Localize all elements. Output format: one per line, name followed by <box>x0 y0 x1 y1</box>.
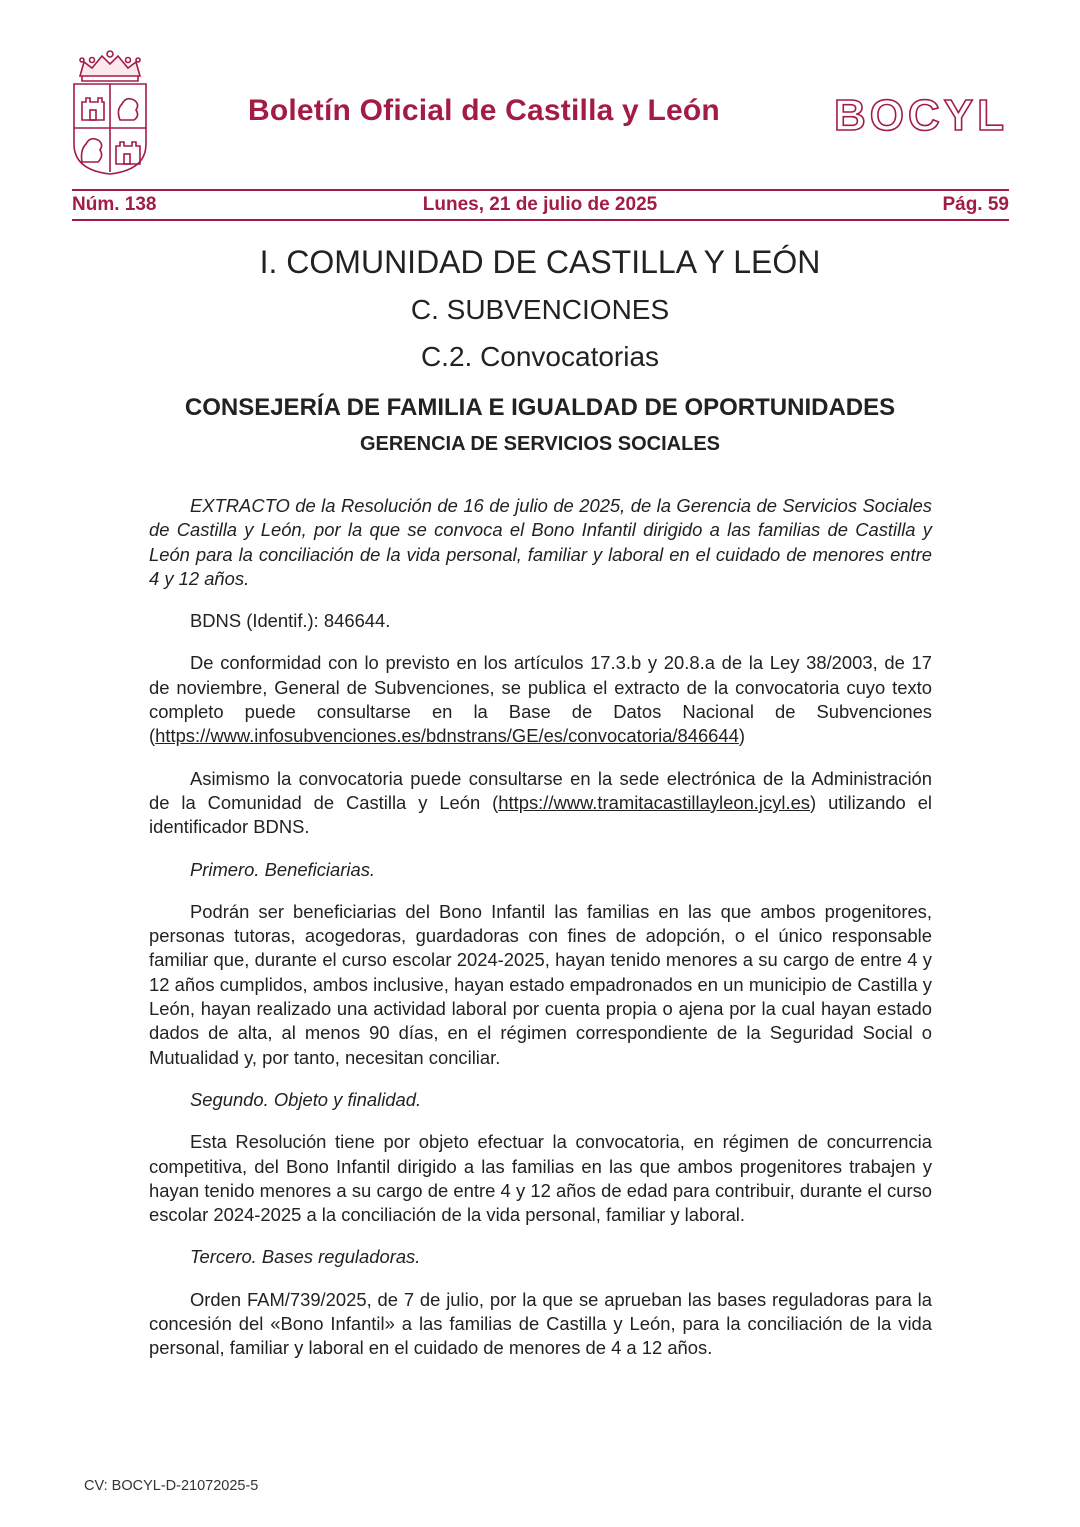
heading-segundo: Segundo. Objeto y finalidad. <box>190 1088 422 1110</box>
paragraph-text: ) utilizando el identificador BDNS. <box>149 791 933 838</box>
bdns-link[interactable]: https://www.infosubvenciones.es/bdnstrans/GE/es/convocatoria/846644 <box>155 725 739 747</box>
heading-primero: Primero. Beneficiarias. <box>190 858 375 880</box>
issue-number: Núm. 138 <box>72 194 157 215</box>
document-body <box>149 494 932 1379</box>
verification-code: CV: BOCYL-D-21072025-5 <box>84 1478 259 1494</box>
heading-tercero: Tercero. Bases reguladoras. <box>190 1246 421 1268</box>
paragraph-text: De conformidad con lo previsto en los artículos 17.3.b y 20.8.a de la Ley 38/2003, de 17 de noviembre, General de Subvenciones, se publica el extracto de la convocatoria cuyo texto completo puede consultarse en la Base de Datos Nacional de Subvenciones ( <box>149 652 932 747</box>
bdns-identifier: BDNS (Identif.): 846644. <box>190 610 391 632</box>
section-level-2: C. SUBVENCIONES <box>410 294 670 325</box>
paragraph-segundo: Esta Resolución tiene por objeto efectuar la convocatoria, en régimen de concurrencia competitiva, del Bono Infantil dirigido a las familias en las que ambos progenitores trabajen y hayan tenido menores a su cargo de entre 4 y 12 años de edad para contribuir, durante el curso escolar 2024-2025 a la conciliación de la vida personal, familiar y laboral. <box>149 1131 932 1226</box>
bocyl-logo-text: BOCYL <box>834 91 1008 140</box>
tramita-link[interactable]: https://www.tramitacastillayleon.jcyl.es <box>498 791 811 813</box>
paragraph-electronic-office <box>149 767 932 840</box>
bocyl-logo <box>832 86 1010 142</box>
paragraph-primero: Podrán ser beneficiarias del Bono Infantil las familias en las que ambos progenitores, personas tutoras, acogedoras, guardadoras con fines de adopción, o el único responsable familiar que, durante el curso escolar 2024-2025, hayan tenido menores a su cargo de entre 4 y 12 años cumplidos, ambos inclusive, hayan estado empadronados en un municipio de Castilla y León, hayan realizado una actividad laboral por cuenta propia o ajena por la cual hayan estado dados de alta, al menos 90 días, en el régimen correspondiente de la Seguridad Social o Mutualidad y, por tanto, necesitan conciliar. <box>149 900 932 1068</box>
paragraph-tercero: Orden FAM/739/2025, de 7 de julio, por la que se aprueban las bases reguladoras para la concesión del «Bono Infantil» a las familias de Castilla y León, para la conciliación de la vida personal, familiar y laboral en el cuidado de menores de 4 a 12 años. <box>149 1288 932 1359</box>
subdepartment-heading: GERENCIA DE SERVICIOS SOCIALES <box>359 433 721 455</box>
header-rule-bottom <box>72 219 1009 221</box>
paragraph-text: Asimismo la convocatoria puede consultarse en la sede electrónica de la Administración de la Comunidad de Castilla y León ( <box>149 767 932 813</box>
castilla-leon-coat-of-arms-icon <box>70 48 150 176</box>
issue-date: Lunes, 21 de julio de 2025 <box>422 194 658 215</box>
header-rule-top <box>72 189 1009 191</box>
page-number: Pág. 59 <box>942 194 1009 215</box>
paragraph-legal-basis <box>149 651 932 748</box>
paragraph-text: ) <box>738 725 745 747</box>
section-level-3: C.2. Convocatorias <box>420 341 660 372</box>
bulletin-title: Boletín Oficial de Castilla y León <box>248 94 720 127</box>
section-level-1: I. COMUNIDAD DE CASTILLA Y LEÓN <box>259 244 821 280</box>
extract-paragraph: EXTRACTO de la Resolución de 16 de julio de 2025, de la Gerencia de Servicios Sociales de Castilla y León, por la que se convoca el Bono Infantil dirigido a las familias de Castilla y León para la conciliación de la vida personal, familiar y laboral en el cuidado de menores entre 4 y 12 años. <box>149 495 932 589</box>
department-heading: CONSEJERÍA DE FAMILIA E IGUALDAD DE OPORTUNIDADES <box>184 394 896 421</box>
